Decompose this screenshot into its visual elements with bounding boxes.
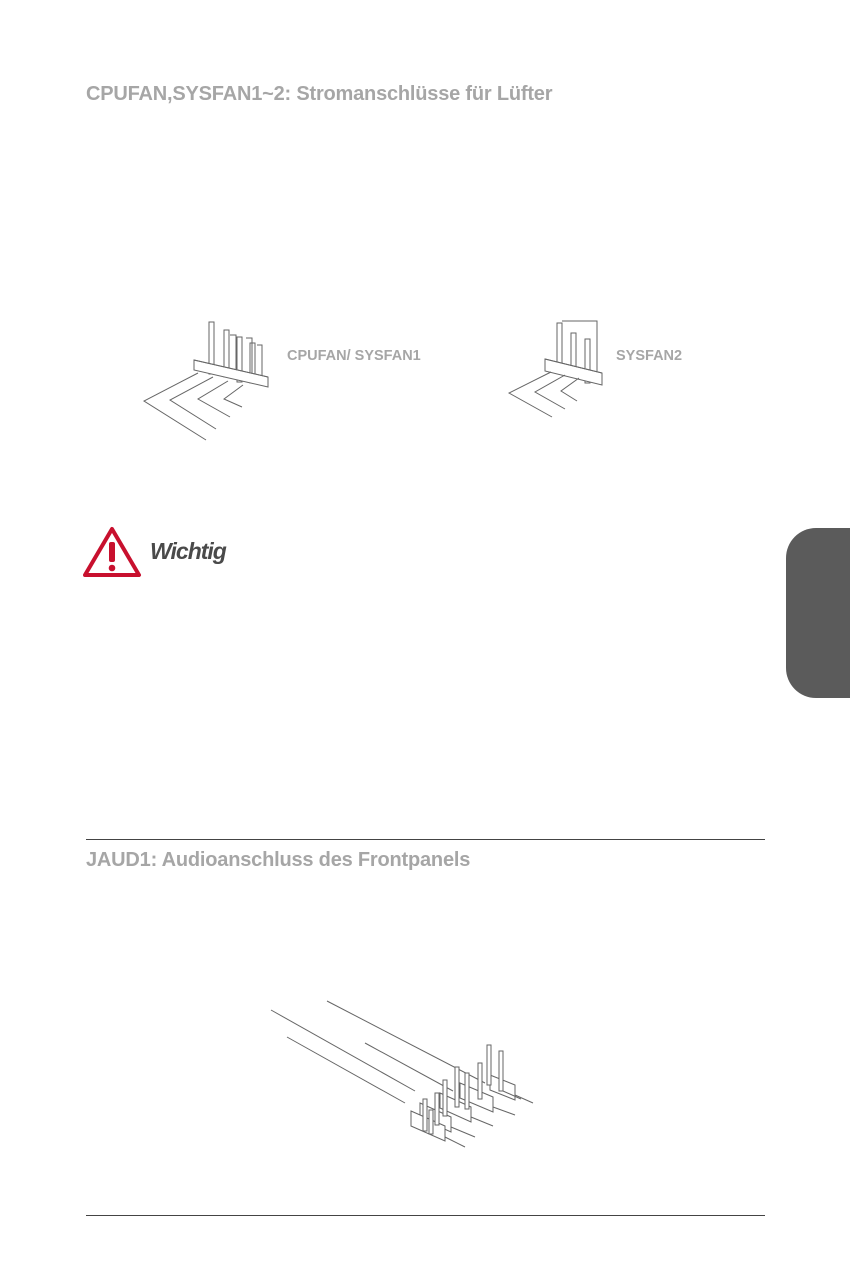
cpufan-sysfan1-connector-diagram <box>140 315 275 440</box>
sysfan2-connector-diagram <box>505 315 605 420</box>
section-heading-fan-connectors: CPUFAN,SYSFAN1~2: Stromanschlüsse für Lüfter <box>86 83 553 105</box>
section-heading-audio-connector: JAUD1: Audioanschluss des Frontpanels <box>86 849 471 871</box>
footer-divider <box>86 1215 765 1216</box>
notice-heading: Wichtig <box>150 538 226 564</box>
jaud1-connector-diagram <box>265 995 545 1165</box>
warning-triangle-icon <box>82 526 142 578</box>
sysfan2-label: SYSFAN2 <box>616 348 683 364</box>
section-divider <box>86 839 765 840</box>
cpufan-sysfan1-label: CPUFAN/ SYSFAN1 <box>287 348 421 364</box>
language-side-tab <box>786 528 850 698</box>
